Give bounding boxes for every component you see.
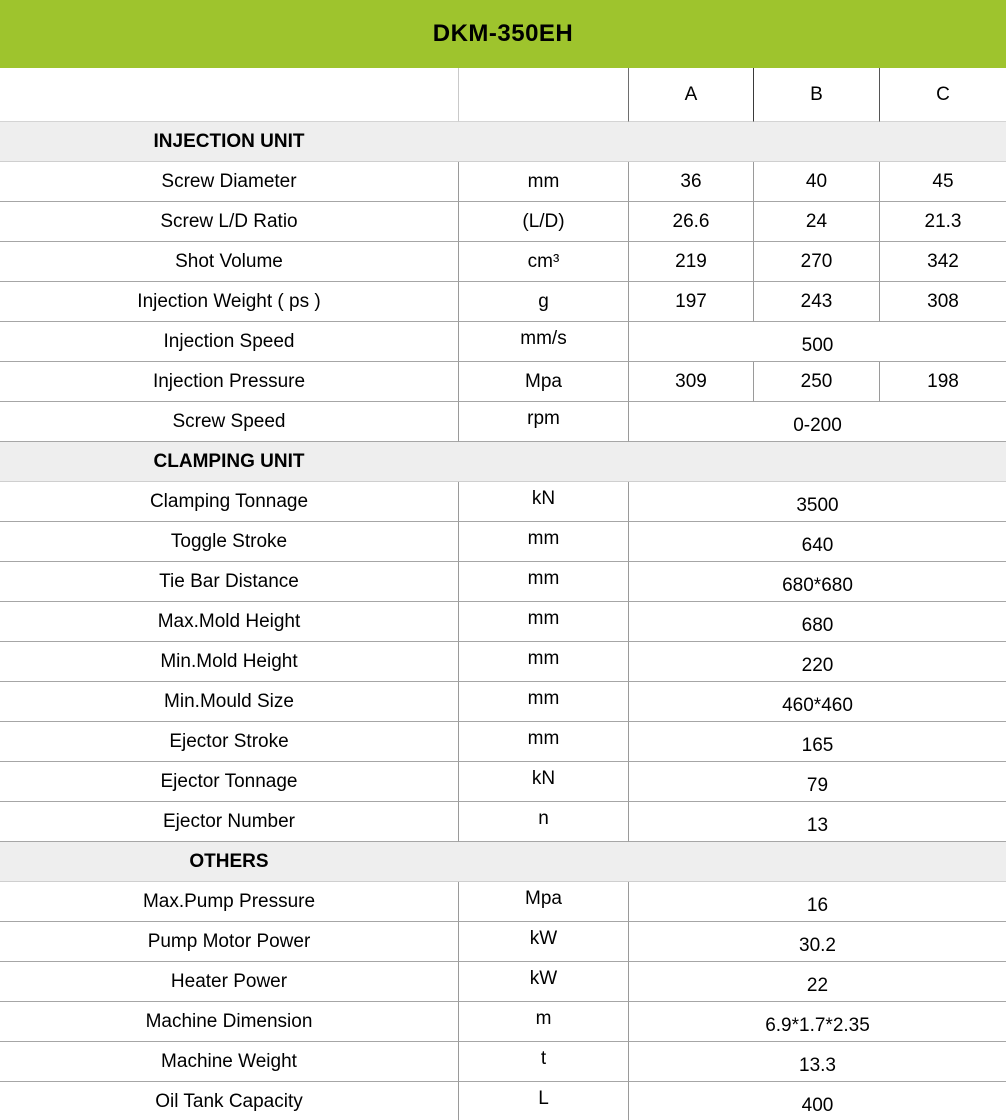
spec-row-ejector-tonnage xyxy=(0,762,1006,802)
spec-row-ejector-number xyxy=(0,802,1006,842)
row-unit: rpm xyxy=(458,402,628,442)
row-value-c: 198 xyxy=(879,362,1006,402)
section-title: OTHERS xyxy=(189,850,269,872)
row-value-merged: 0-200 xyxy=(628,402,1006,442)
row-value-merged: 500 xyxy=(628,322,1006,362)
row-value-b: 40 xyxy=(753,162,879,202)
spec-row-max-pump-pressure xyxy=(0,882,1006,922)
row-value-merged: 16 xyxy=(628,882,1006,922)
row-label: Max.Mold Height xyxy=(0,602,458,642)
row-label: Screw Speed xyxy=(0,402,458,442)
row-unit: Mpa xyxy=(458,882,628,922)
row-value-a: 36 xyxy=(628,162,753,202)
row-value-merged: 640 xyxy=(628,522,1006,562)
row-unit: mm/s xyxy=(458,322,628,362)
row-label: Screw L/D Ratio xyxy=(0,202,458,242)
row-unit: mm xyxy=(458,522,628,562)
row-value-a: 309 xyxy=(628,362,753,402)
row-label: Screw Diameter xyxy=(0,162,458,202)
row-unit: (L/D) xyxy=(458,202,628,242)
row-label: Clamping Tonnage xyxy=(0,482,458,522)
row-value-merged: 6.9*1.7*2.35 xyxy=(628,1002,1006,1042)
section-title: INJECTION UNIT xyxy=(153,130,305,152)
spec-row-screw-l-d-ratio xyxy=(0,202,1006,242)
row-value-merged: 22 xyxy=(628,962,1006,1002)
row-value-b: 24 xyxy=(753,202,879,242)
row-value-merged: 30.2 xyxy=(628,922,1006,962)
spec-row-screw-speed xyxy=(0,402,1006,442)
row-value-merged: 680 xyxy=(628,602,1006,642)
spec-row-injection-speed xyxy=(0,322,1006,362)
row-value-merged: 220 xyxy=(628,642,1006,682)
row-unit: t xyxy=(458,1042,628,1082)
row-unit: L xyxy=(458,1082,628,1120)
row-value-c: 21.3 xyxy=(879,202,1006,242)
column-header-a: A xyxy=(628,68,753,122)
row-value-c: 308 xyxy=(879,282,1006,322)
row-unit: kW xyxy=(458,962,628,1002)
row-value-merged: 460*460 xyxy=(628,682,1006,722)
row-value-c: 45 xyxy=(879,162,1006,202)
row-unit: mm xyxy=(458,562,628,602)
section-header-clamping-unit xyxy=(0,442,1006,482)
spec-row-oil-tank-capacity xyxy=(0,1082,1006,1120)
row-value-a: 197 xyxy=(628,282,753,322)
column-header-unit-spacer xyxy=(458,68,628,122)
row-label: Min.Mold Height xyxy=(0,642,458,682)
row-label: Tie Bar Distance xyxy=(0,562,458,602)
row-label: Max.Pump Pressure xyxy=(0,882,458,922)
row-label: Shot Volume xyxy=(0,242,458,282)
section-header-injection-unit xyxy=(0,122,1006,162)
row-label: Ejector Number xyxy=(0,802,458,842)
spec-row-injection-weight-ps xyxy=(0,282,1006,322)
row-label: Oil Tank Capacity xyxy=(0,1082,458,1120)
row-unit: n xyxy=(458,802,628,842)
column-header-label-spacer xyxy=(0,68,458,122)
spec-row-toggle-stroke xyxy=(0,522,1006,562)
row-value-b: 243 xyxy=(753,282,879,322)
row-value-merged: 165 xyxy=(628,722,1006,762)
row-unit: mm xyxy=(458,602,628,642)
column-header-c: C xyxy=(879,68,1006,122)
row-value-merged: 400 xyxy=(628,1082,1006,1120)
row-value-merged: 3500 xyxy=(628,482,1006,522)
spec-row-machine-dimension xyxy=(0,1002,1006,1042)
row-label: Heater Power xyxy=(0,962,458,1002)
row-unit: mm xyxy=(458,682,628,722)
spec-row-machine-weight xyxy=(0,1042,1006,1082)
row-value-a: 26.6 xyxy=(628,202,753,242)
row-unit: kW xyxy=(458,922,628,962)
row-label: Machine Dimension xyxy=(0,1002,458,1042)
section-title: CLAMPING UNIT xyxy=(153,450,305,472)
column-header-b: B xyxy=(753,68,879,122)
row-unit: cm³ xyxy=(458,242,628,282)
row-label: Ejector Tonnage xyxy=(0,762,458,802)
spec-row-ejector-stroke xyxy=(0,722,1006,762)
row-unit: mm xyxy=(458,722,628,762)
row-value-b: 250 xyxy=(753,362,879,402)
row-value-merged: 79 xyxy=(628,762,1006,802)
row-value-c: 342 xyxy=(879,242,1006,282)
row-label: Injection Pressure xyxy=(0,362,458,402)
row-label: Injection Weight ( ps ) xyxy=(0,282,458,322)
spec-row-tie-bar-distance xyxy=(0,562,1006,602)
row-unit: mm xyxy=(458,642,628,682)
row-unit: kN xyxy=(458,762,628,802)
spec-row-shot-volume xyxy=(0,242,1006,282)
spec-row-pump-motor-power xyxy=(0,922,1006,962)
row-unit: m xyxy=(458,1002,628,1042)
spec-row-min-mold-height xyxy=(0,642,1006,682)
row-unit: kN xyxy=(458,482,628,522)
spec-row-heater-power xyxy=(0,962,1006,1002)
row-value-a: 219 xyxy=(628,242,753,282)
title-banner xyxy=(0,0,1006,68)
row-label: Injection Speed xyxy=(0,322,458,362)
column-header-row xyxy=(0,68,1006,122)
spec-row-injection-pressure xyxy=(0,362,1006,402)
row-label: Ejector Stroke xyxy=(0,722,458,762)
row-unit: Mpa xyxy=(458,362,628,402)
spec-row-max-mold-height xyxy=(0,602,1006,642)
row-value-merged: 680*680 xyxy=(628,562,1006,602)
row-value-b: 270 xyxy=(753,242,879,282)
spec-row-min-mould-size xyxy=(0,682,1006,722)
row-label: Pump Motor Power xyxy=(0,922,458,962)
row-value-merged: 13.3 xyxy=(628,1042,1006,1082)
spec-row-screw-diameter xyxy=(0,162,1006,202)
row-label: Toggle Stroke xyxy=(0,522,458,562)
model-title: DKM-350EH xyxy=(432,20,574,47)
row-unit: g xyxy=(458,282,628,322)
section-header-others xyxy=(0,842,1006,882)
spec-table-body xyxy=(0,122,1006,1120)
row-label: Machine Weight xyxy=(0,1042,458,1082)
row-value-merged: 13 xyxy=(628,802,1006,842)
row-label: Min.Mould Size xyxy=(0,682,458,722)
row-unit: mm xyxy=(458,162,628,202)
spec-row-clamping-tonnage xyxy=(0,482,1006,522)
